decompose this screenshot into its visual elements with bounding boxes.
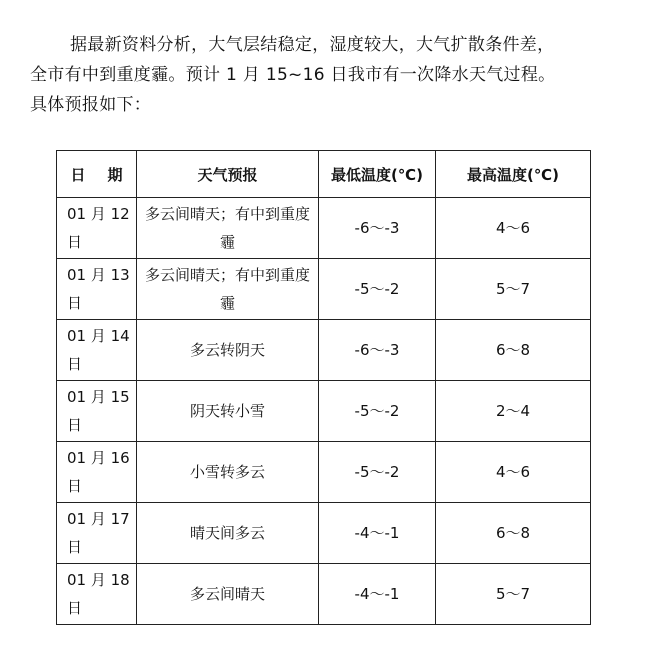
date-line-1: 01 月 14 xyxy=(67,327,130,345)
date-line-1: 01 月 18 xyxy=(67,571,130,589)
cell-weather: 多云间晴天；有中到重度霾 xyxy=(137,259,319,320)
cell-high-temp: 6～8 xyxy=(436,320,591,381)
cell-low-temp: -6～-3 xyxy=(319,320,436,381)
cell-weather: 小雪转多云 xyxy=(137,442,319,503)
cell-low-temp: -6～-3 xyxy=(319,198,436,259)
cell-low-temp: -5～-2 xyxy=(319,442,436,503)
date-line-1: 01 月 16 xyxy=(67,449,130,467)
cell-high-temp: 2～4 xyxy=(436,381,591,442)
intro-line-1 xyxy=(30,30,630,60)
table-row xyxy=(57,503,591,564)
date-line-1: 01 月 12 xyxy=(67,205,130,223)
date-line-2: 日 xyxy=(67,355,83,373)
table-row xyxy=(57,381,591,442)
table-row xyxy=(57,259,591,320)
cell-date xyxy=(57,564,137,625)
forecast-table xyxy=(56,150,591,625)
cell-high-temp: 4～6 xyxy=(436,442,591,503)
table-row xyxy=(57,564,591,625)
date-line-2: 日 xyxy=(67,538,83,556)
cell-weather: 多云转阴天 xyxy=(137,320,319,381)
header-low-temp: 最低温度(℃) xyxy=(319,151,436,198)
date-line-2: 日 xyxy=(67,477,83,495)
intro-line-1-text: 据最新资料分析，大气层结稳定，湿度较大，大气扩散条件差， xyxy=(70,35,555,55)
table-row xyxy=(57,442,591,503)
forecast-table-header xyxy=(57,151,591,198)
date-line-2: 日 xyxy=(67,416,83,434)
cell-weather: 晴天间多云 xyxy=(137,503,319,564)
cell-low-temp: -4～-1 xyxy=(319,503,436,564)
cell-weather: 多云间晴天 xyxy=(137,564,319,625)
date-line-1: 01 月 15 xyxy=(67,388,130,406)
header-weather: 天气预报 xyxy=(137,151,319,198)
header-date-right: 期 xyxy=(107,165,123,184)
header-high-temp: 最高温度(℃) xyxy=(436,151,591,198)
date-line-1: 01 月 13 xyxy=(67,266,130,284)
intro-paragraph xyxy=(30,30,630,120)
cell-low-temp: -4～-1 xyxy=(319,564,436,625)
date-line-1: 01 月 17 xyxy=(67,510,130,528)
cell-date xyxy=(57,198,137,259)
cell-low-temp: -5～-2 xyxy=(319,259,436,320)
header-row xyxy=(57,151,591,198)
cell-date xyxy=(57,320,137,381)
forecast-table-body xyxy=(57,198,591,625)
cell-low-temp: -5～-2 xyxy=(319,381,436,442)
header-date xyxy=(57,151,137,198)
cell-high-temp: 5～7 xyxy=(436,259,591,320)
header-date-left: 日 xyxy=(70,165,86,184)
cell-high-temp: 5～7 xyxy=(436,564,591,625)
cell-date xyxy=(57,442,137,503)
intro-line-3: 具体预报如下： xyxy=(30,95,152,115)
table-row xyxy=(57,320,591,381)
date-line-2: 日 xyxy=(67,294,83,312)
intro-line-2: 全市有中到重度霾。预计 1 月 15~16 日我市有一次降水天气过程。 xyxy=(30,65,556,85)
cell-date xyxy=(57,503,137,564)
date-line-2: 日 xyxy=(67,599,83,617)
cell-high-temp: 4～6 xyxy=(436,198,591,259)
cell-date xyxy=(57,381,137,442)
date-line-2: 日 xyxy=(67,233,83,251)
cell-high-temp: 6～8 xyxy=(436,503,591,564)
cell-date xyxy=(57,259,137,320)
table-row xyxy=(57,198,591,259)
cell-weather: 多云间晴天；有中到重度霾 xyxy=(137,198,319,259)
cell-weather: 阴天转小雪 xyxy=(137,381,319,442)
